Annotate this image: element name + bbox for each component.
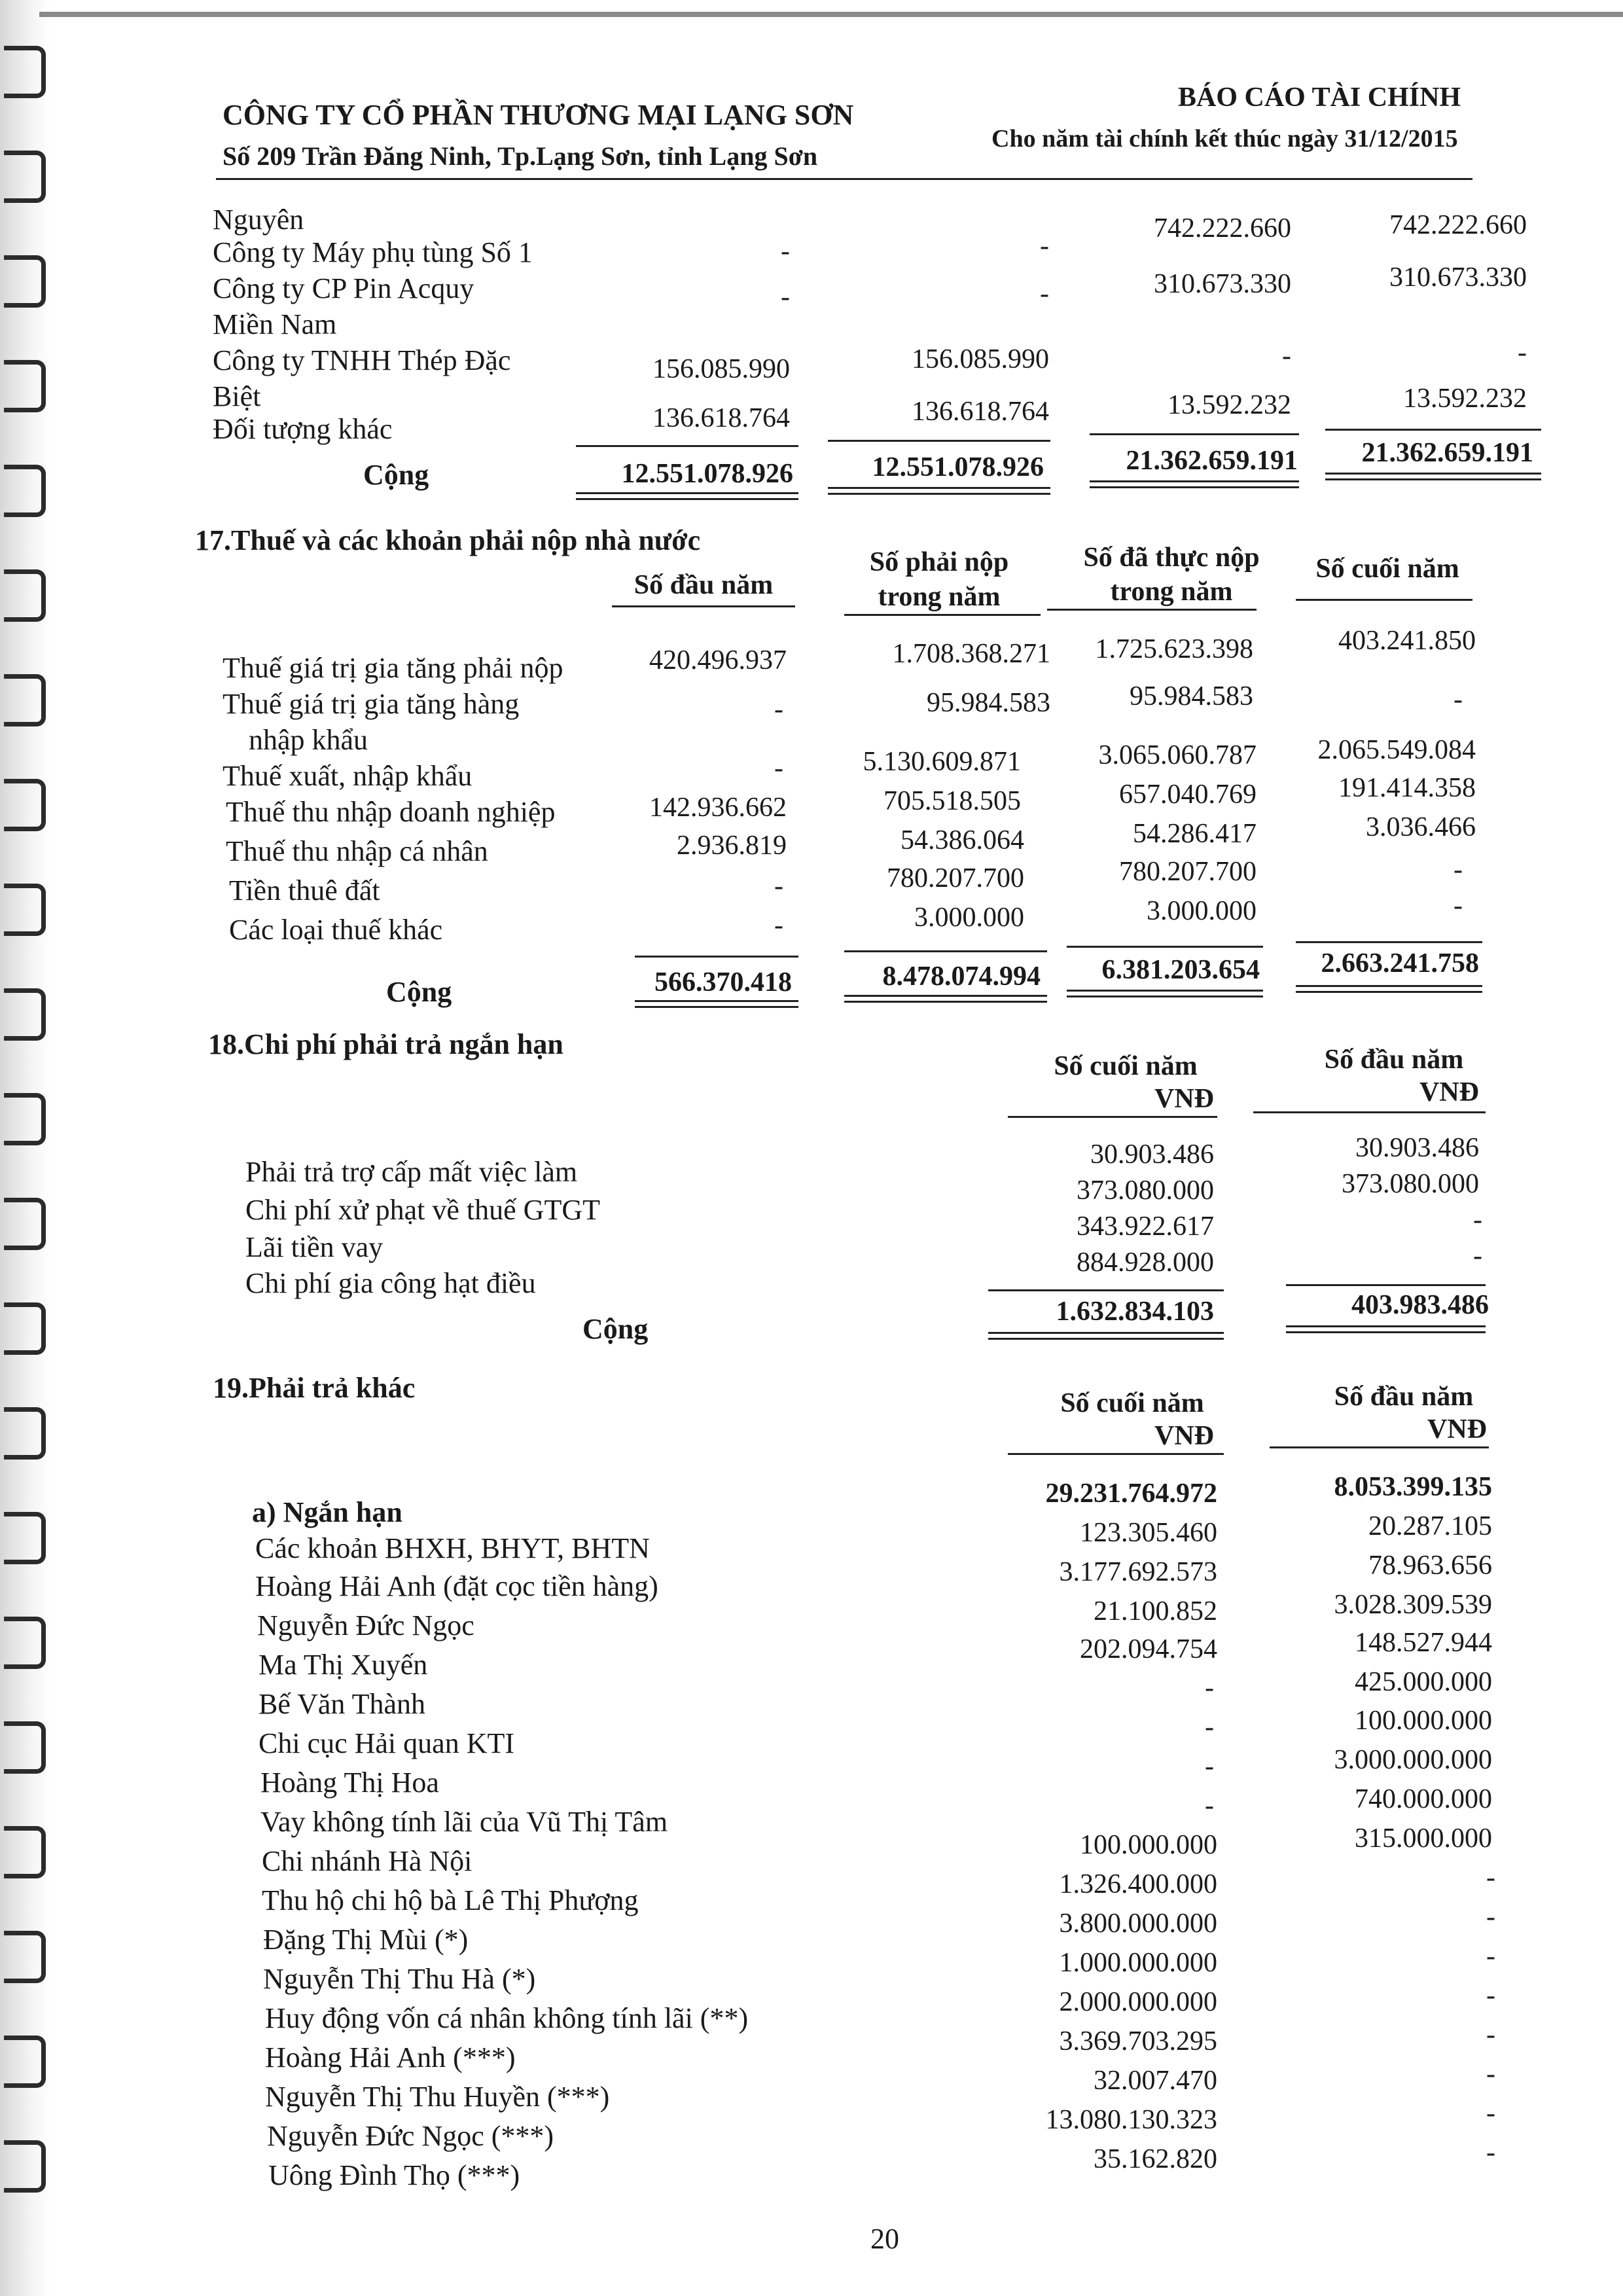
cell-value: -: [1486, 1981, 1495, 2011]
sum-rule: [1325, 429, 1541, 431]
subtotal-value: 8.053.399.135: [1334, 1472, 1492, 1502]
double-rule: [1325, 473, 1541, 480]
cell-value: 705.518.505: [883, 786, 1021, 816]
cell-value: -: [1205, 1791, 1214, 1821]
cell-value: 420.496.937: [649, 645, 787, 675]
cell-value: 30.903.486: [1355, 1133, 1479, 1163]
report-title: BÁO CÁO TÀI CHÍNH: [1178, 82, 1461, 113]
col-header: Số đầu năm: [1334, 1382, 1474, 1412]
row-label: Chi phí xử phạt về thuế GTGT: [245, 1194, 600, 1226]
cell-value: -: [774, 871, 783, 901]
binding-ring: [4, 465, 46, 517]
row-label: Công ty TNHH Thép Đặc: [213, 344, 511, 376]
spiral-binding: [0, 0, 51, 2296]
binding-ring: [4, 255, 46, 308]
cell-value: 30.903.486: [1090, 1139, 1214, 1170]
cell-value: -: [1473, 1241, 1482, 1271]
col-header: Số đầu năm: [1324, 1045, 1464, 1075]
sum-rule: [1286, 1284, 1486, 1286]
sum-rule: [844, 950, 1047, 952]
subsection-label: a) Ngắn hạn: [252, 1496, 402, 1528]
cell-value: 142.936.662: [649, 793, 787, 823]
cell-value: 3.000.000: [1147, 896, 1257, 926]
header-rule: [1047, 609, 1257, 611]
double-rule: [988, 1332, 1224, 1340]
total-label: Cộng: [363, 459, 429, 491]
cell-value: 21.100.852: [1094, 1596, 1217, 1626]
binding-ring: [4, 1093, 46, 1145]
row-label: Thuế thu nhập cá nhân: [226, 835, 488, 867]
total-value: 1.632.834.103: [1056, 1297, 1214, 1327]
header-rule: [1296, 599, 1472, 601]
row-label: Uông Đình Thọ (***): [268, 2159, 520, 2191]
binding-ring: [4, 884, 46, 936]
total-value: 21.362.659.191: [1126, 446, 1298, 476]
cell-value: -: [1486, 2020, 1495, 2050]
double-rule: [828, 487, 1050, 495]
col-header: trong năm: [1110, 577, 1233, 607]
total-value: 21.362.659.191: [1361, 438, 1533, 468]
row-label: Thuế thu nhập doanh nghiệp: [226, 796, 556, 828]
binding-ring: [4, 2036, 46, 2088]
row-label: Biệt: [213, 380, 261, 412]
row-label: Nguyễn Thị Thu Hà (*): [263, 1963, 536, 1995]
row-label: Phải trả trợ cấp mất việc làm: [245, 1156, 578, 1188]
unit-label: VNĐ: [1154, 1421, 1214, 1451]
cell-value: 100.000.000: [1080, 1830, 1217, 1860]
cell-value: -: [1205, 1751, 1214, 1782]
cell-value: 2.000.000.000: [1059, 1987, 1217, 2017]
cell-value: 2.065.549.084: [1317, 735, 1476, 765]
company-name: CÔNG TY CỔ PHẦN THƯƠNG MẠI LẠNG SƠN: [223, 99, 854, 131]
report-period: Cho năm tài chính kết thúc ngày 31/12/2015: [991, 125, 1458, 152]
row-label: Thuế xuất, nhập khẩu: [223, 760, 473, 792]
header-rule: [1008, 1453, 1224, 1455]
cell-value: 54.286.417: [1133, 819, 1257, 849]
cell-value: -: [774, 910, 783, 941]
binding-ring: [4, 779, 46, 831]
cell-value: 740.000.000: [1355, 1784, 1492, 1814]
double-rule: [1090, 480, 1299, 488]
cell-value: 54.386.064: [901, 825, 1024, 855]
cell-value: 136.618.764: [652, 403, 790, 433]
sum-rule: [635, 956, 798, 958]
sum-rule: [576, 445, 798, 447]
col-header: trong năm: [878, 582, 1001, 612]
row-label: Ma Thị Xuyến: [259, 1649, 428, 1681]
total-value: 6.381.203.654: [1101, 955, 1260, 985]
binding-ring: [4, 1512, 46, 1564]
double-rule: [1286, 1325, 1486, 1333]
cell-value: 310.673.330: [1154, 269, 1291, 299]
cell-value: 13.592.232: [1168, 390, 1291, 420]
col-header: Số cuối năm: [1060, 1388, 1204, 1418]
row-label: Nguyễn Đức Ngọc: [257, 1609, 474, 1641]
header-rule: [1008, 1116, 1217, 1118]
total-label: Cộng: [386, 976, 452, 1008]
unit-label: VNĐ: [1427, 1414, 1487, 1444]
cell-value: 156.085.990: [652, 354, 790, 384]
cell-value: -: [1040, 279, 1049, 309]
cell-value: 32.007.470: [1094, 2066, 1217, 2096]
row-label: Chi phí gia công hạt điều: [245, 1267, 536, 1299]
cell-value: 1.326.400.000: [1059, 1869, 1217, 1899]
binding-ring: [4, 1721, 46, 1774]
cell-value: -: [1454, 685, 1463, 715]
cell-value: -: [1486, 2138, 1495, 2168]
total-value: 12.551.078.926: [872, 452, 1044, 482]
row-label: Lãi tiền vay: [245, 1231, 383, 1263]
cell-value: 373.080.000: [1077, 1175, 1214, 1206]
cell-value: 123.305.460: [1080, 1518, 1217, 1548]
binding-ring: [4, 1198, 46, 1250]
binding-ring: [4, 1407, 46, 1460]
row-label: Huy động vốn cá nhân không tính lãi (**): [265, 2002, 749, 2034]
cell-value: -: [774, 694, 783, 725]
sum-rule: [1296, 941, 1482, 943]
cell-value: 310.673.330: [1389, 262, 1527, 293]
cell-value: 3.000.000.000: [1334, 1745, 1492, 1775]
unit-label: VNĐ: [1154, 1084, 1214, 1114]
cell-value: 3.000.000: [914, 903, 1024, 933]
row-label: Chi cục Hải quan KTI: [259, 1727, 514, 1759]
cell-value: 403.241.850: [1338, 626, 1476, 656]
cell-value: 343.922.617: [1077, 1211, 1214, 1242]
row-label: Vay không tính lãi của Vũ Thị Tâm: [260, 1806, 668, 1838]
double-rule: [1296, 985, 1482, 993]
double-rule: [844, 995, 1047, 1003]
cell-value: 742.222.660: [1389, 210, 1527, 240]
cell-value: 13.592.232: [1403, 384, 1527, 414]
row-label: Nguyên: [213, 204, 304, 236]
cell-value: -: [1486, 2059, 1495, 2089]
cell-value: 5.130.609.871: [863, 747, 1021, 777]
cell-value: -: [1486, 1863, 1495, 1893]
header-rule: [1253, 1111, 1486, 1113]
row-label: Đối tượng khác: [213, 413, 393, 445]
cell-value: 373.080.000: [1342, 1169, 1479, 1199]
cell-value: -: [1205, 1673, 1214, 1703]
subtotal-value: 29.231.764.972: [1045, 1479, 1217, 1509]
cell-value: 2.936.819: [677, 831, 787, 861]
cell-value: -: [1518, 338, 1527, 368]
cell-value: 136.618.764: [912, 397, 1049, 427]
page-number: 20: [870, 2223, 899, 2255]
col-header: Số cuối năm: [1315, 554, 1459, 584]
header-rule: [612, 605, 795, 607]
cell-value: 3.028.309.539: [1334, 1590, 1492, 1620]
row-label: Công ty Máy phụ tùng Số 1: [213, 236, 533, 268]
cell-value: 191.414.358: [1338, 773, 1476, 803]
row-label: Thuế giá trị gia tăng phải nộp: [223, 652, 563, 684]
col-header: Số cuối năm: [1054, 1051, 1198, 1081]
total-value: 403.983.486: [1351, 1290, 1489, 1320]
row-label: nhập khẩu: [249, 724, 368, 756]
total-value: 566.370.418: [654, 967, 792, 997]
cell-value: 202.094.754: [1080, 1634, 1217, 1664]
double-rule: [1067, 990, 1263, 997]
col-header: Số phải nộp: [869, 547, 1009, 577]
binding-ring: [4, 569, 46, 622]
binding-ring: [4, 1302, 46, 1355]
double-rule: [635, 1000, 798, 1008]
row-label: Bế Văn Thành: [259, 1688, 425, 1720]
cell-value: -: [1486, 1941, 1495, 1971]
cell-value: 100.000.000: [1355, 1706, 1492, 1736]
cell-value: -: [1282, 341, 1291, 371]
cell-value: 3.369.703.295: [1059, 2026, 1217, 2056]
row-label: Thuế giá trị gia tăng hàng: [223, 688, 520, 720]
cell-value: 780.207.700: [887, 863, 1024, 893]
cell-value: -: [1205, 1712, 1214, 1742]
cell-value: 95.984.583: [927, 688, 1050, 718]
cell-value: 20.287.105: [1368, 1511, 1492, 1541]
row-label: Đặng Thị Mùi (*): [263, 1924, 469, 1956]
header-rule: [844, 614, 1041, 616]
col-header: Số đầu năm: [633, 570, 774, 600]
row-label: Hoàng Thị Hoa: [260, 1767, 439, 1799]
binding-ring: [4, 151, 46, 203]
section-title: 19.Phải trả khác: [213, 1372, 416, 1404]
binding-ring: [4, 988, 46, 1041]
cell-value: 35.162.820: [1094, 2144, 1217, 2174]
cell-value: 780.207.700: [1119, 857, 1257, 887]
cell-value: 742.222.660: [1154, 213, 1291, 243]
cell-value: -: [774, 753, 783, 783]
company-address: Số 209 Trần Đăng Ninh, Tp.Lạng Sơn, tỉnh Lạng Sơn: [223, 141, 818, 171]
cell-value: -: [781, 236, 790, 266]
sum-rule: [828, 440, 1050, 442]
row-label: Miền Nam: [213, 308, 337, 340]
cell-value: 3.065.060.787: [1098, 740, 1257, 770]
sum-rule: [1090, 433, 1299, 435]
cell-value: 3.800.000.000: [1059, 1909, 1217, 1939]
row-label: Hoàng Hải Anh (đặt cọc tiền hàng): [255, 1570, 658, 1602]
cell-value: 13.080.130.323: [1045, 2105, 1217, 2135]
cell-value: 1.000.000.000: [1059, 1948, 1217, 1978]
cell-value: 3.036.466: [1366, 812, 1476, 842]
row-label: Nguyễn Thị Thu Huyền (***): [265, 2081, 610, 2113]
cell-value: 3.177.692.573: [1059, 1557, 1217, 1587]
cell-value: -: [1486, 1902, 1495, 1932]
binding-ring: [4, 674, 46, 726]
cell-value: -: [1454, 855, 1463, 885]
cell-value: 657.040.769: [1119, 780, 1257, 810]
total-label: Cộng: [582, 1313, 649, 1345]
cell-value: -: [1454, 891, 1463, 921]
unit-label: VNĐ: [1419, 1077, 1479, 1107]
binding-ring: [4, 1826, 46, 1878]
sum-rule: [988, 1289, 1224, 1291]
cell-value: -: [1473, 1205, 1482, 1235]
sum-rule: [1067, 946, 1263, 948]
cell-value: -: [1486, 2098, 1495, 2128]
row-label: Tiền thuê đất: [229, 874, 380, 906]
row-label: Hoàng Hải Anh (***): [265, 2041, 516, 2073]
binding-ring: [4, 46, 46, 98]
cell-value: 156.085.990: [912, 344, 1049, 374]
cell-value: 1.725.623.398: [1095, 634, 1253, 664]
binding-ring: [4, 1617, 46, 1669]
cell-value: 78.963.656: [1368, 1551, 1492, 1581]
row-label: Thu hộ chi hộ bà Lê Thị Phượng: [262, 1884, 639, 1916]
cell-value: -: [781, 282, 790, 312]
row-label: Công ty CP Pin Acquy: [213, 272, 474, 304]
scan-top-edge: [39, 12, 1623, 17]
cell-value: 884.928.000: [1077, 1247, 1214, 1278]
row-label: Các khoản BHXH, BHYT, BHTN: [255, 1532, 650, 1564]
col-header: Số đã thực nộp: [1083, 543, 1260, 573]
binding-ring: [4, 360, 46, 412]
binding-ring: [4, 2140, 46, 2193]
cell-value: 1.708.368.271: [892, 639, 1050, 669]
binding-ring: [4, 1931, 46, 1983]
row-label: Các loại thuế khác: [229, 914, 443, 946]
header-rule: [1270, 1446, 1489, 1448]
cell-value: 315.000.000: [1355, 1823, 1492, 1854]
cell-value: 95.984.583: [1130, 681, 1253, 711]
row-label: Chi nhánh Hà Nội: [262, 1845, 473, 1877]
row-label: Nguyễn Đức Ngọc (***): [267, 2120, 554, 2152]
section-title: 18.Chi phí phải trả ngắn hạn: [208, 1028, 563, 1060]
total-value: 12.551.078.926: [621, 459, 793, 489]
total-value: 2.663.241.758: [1321, 948, 1479, 978]
double-rule: [576, 492, 798, 500]
header-rule: [216, 178, 1472, 180]
cell-value: 425.000.000: [1355, 1667, 1492, 1697]
cell-value: 148.527.944: [1355, 1628, 1492, 1658]
cell-value: -: [1040, 231, 1049, 261]
total-value: 8.478.074.994: [882, 961, 1041, 992]
section-title: 17.Thuế và các khoản phải nộp nhà nước: [195, 524, 701, 556]
